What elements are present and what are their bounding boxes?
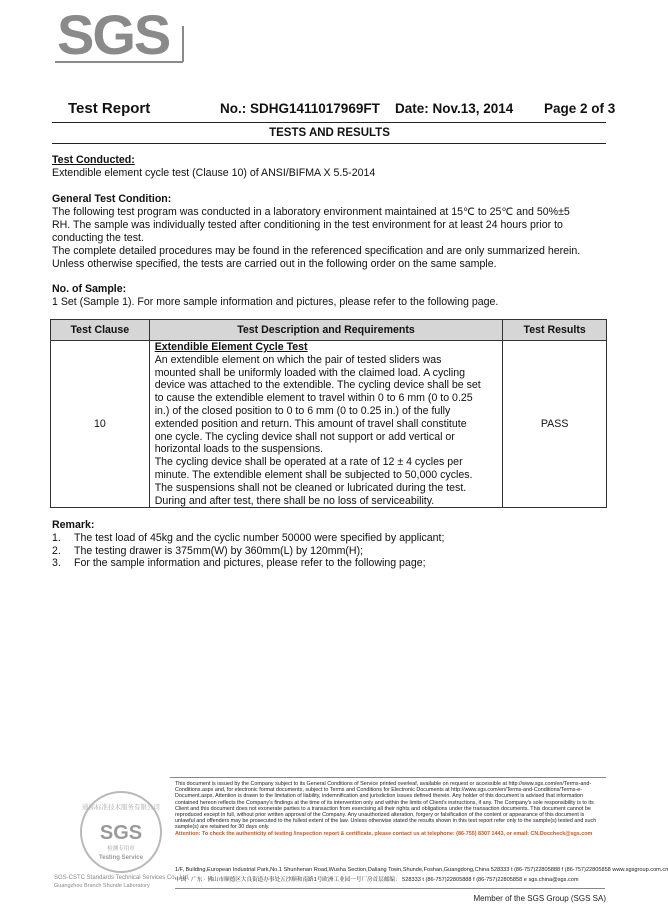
svg-text:SGS-CSTC Standards Technical S: SGS-CSTC Standards Technical Services Co., Ltd. bbox=[54, 875, 190, 881]
general-condition-line: RH. The sample was individually tested after conditioning in the test environment for at least 24 hours prior to bbox=[52, 219, 563, 231]
description-line: to cause the extendible element to travel within 0 to 6 mm (0 to 0.25 bbox=[154, 392, 473, 405]
description-line: one cycle. The cycling device shall not support or add vertical or bbox=[154, 430, 455, 443]
list-item: 1. The test load of 45kg and the cyclic number 50000 were specified by applicant; bbox=[52, 532, 445, 544]
description-line: During and after test, there shall be no loss of serviceability. bbox=[154, 494, 435, 507]
svg-text:Guangzhou Branch Shunde Labora: Guangzhou Branch Shunde Laboratory bbox=[54, 883, 150, 889]
description-line: An extendible element on which the pair of tested sliders was bbox=[154, 353, 442, 366]
report-header bbox=[52, 100, 616, 121]
section-divider bbox=[52, 143, 606, 144]
table-header-row bbox=[51, 320, 607, 341]
description-line: in.) of the closed position to 0 to 6 mm (0 to 0.25 in.) of the fully bbox=[154, 404, 451, 417]
general-condition-line: Unless otherwise specified, the tests are carried out in the following order on the same sample. bbox=[52, 258, 497, 270]
seal-stamp bbox=[54, 785, 190, 895]
description-line: horizontal loads to the suspensions. bbox=[154, 443, 324, 456]
description-line: The cycling device shall be operated at a rate of 12 ± 4 cycles per bbox=[154, 456, 463, 469]
report-title: Test Report bbox=[68, 100, 151, 117]
header-divider bbox=[52, 122, 606, 123]
footer-divider bbox=[170, 777, 606, 778]
page-number: Page 2 of 3 bbox=[544, 101, 616, 116]
test-conducted-heading: Test Conducted: bbox=[52, 154, 135, 166]
svg-text:SGS: SGS bbox=[57, 3, 170, 66]
address-chinese: 中国 · 广东 · 佛山市顺德区大良街道办事处五沙顺和南路1号欧洲工业园一号厂房首层邮编： 528333 t (86-757)22805888 f (86-757)22805858 e sgs.china@sgs.com bbox=[175, 877, 579, 883]
report-number: No.: SDHG1411017969FT bbox=[220, 101, 380, 116]
remark-heading: Remark: bbox=[52, 519, 95, 531]
general-condition-line: The following test program was conducted in a laboratory environment maintained at 15℃ to 25℃ and 50%±5 bbox=[52, 206, 570, 218]
description-line: The suspensions shall not be cleaned or lubricated during the test. bbox=[154, 481, 467, 494]
col-description: Test Description and Requirements bbox=[149, 320, 503, 341]
general-condition-line: conducting the test. bbox=[52, 232, 144, 244]
list-item: 3. For the sample information and pictures, please refer to the following page; bbox=[52, 557, 426, 570]
description-line: device was attached to the extendible. The cycling device shall be set bbox=[154, 379, 481, 392]
description-cell bbox=[149, 341, 503, 508]
footer-disclaimer: This document is issued by the Company subject to its General Conditions of Service printed overleaf, available on request or accessible at http://www.sgs.com/en/Terms-and-Conditions.aspx and, for electronic format documents, subject to Terms and Conditions for Electronic Documents at http://www.sgs.com/en/Terms-and-Conditions/Terms-e-Document.aspx. Attention is drawn to the limitation of liability, indemnification and jurisdiction issues defined therein. Any holder of this document is advised that information contained hereon reflects the Company's findings at the time of its intervention only and within the limits of Client's instructions, if any. The Company's sole responsibility is to its Client and this document does not exonerate parties to a transaction from exercising all their rights and obligations under the transaction documents. This document cannot be reproduced except in full, without prior written approval of the Company. Any unauthorized alteration, forgery or falsification of the content or appearance of this document is unlawful and offenders may be prosecuted to the fullest extent of the law. Unless otherwise stated the results shown in this test report refer only to the sample(s) tested and such sample(s) are retained for 30 days only. Attention: To check the authenticity of testing /inspection report & certificate, please contact us at telephone: (86-755) 8307 1443, or email: CN.Doccheck@sgs.com bbox=[175, 781, 605, 837]
results-table bbox=[50, 319, 607, 508]
section-title: TESTS AND RESULTS bbox=[269, 127, 390, 139]
svg-text:检测专用章: 检测专用章 bbox=[107, 846, 135, 852]
description-line: extended position and return. This amount of travel shall constitute bbox=[154, 417, 467, 430]
clause-cell: 10 bbox=[51, 341, 150, 508]
svg-text:通标标准技术服务有限公司: 通标标准技术服务有限公司 bbox=[82, 803, 160, 811]
col-results: Test Results bbox=[503, 320, 607, 341]
test-conducted-text: Extendible element cycle test (Clause 10) of ANSI/BIFMA X 5.5-2014 bbox=[52, 167, 376, 179]
result-cell: PASS bbox=[503, 341, 607, 508]
col-test-clause: Test Clause bbox=[51, 320, 150, 341]
description-line: minute. The extendible element shall be subjected to 50,000 cycles. bbox=[154, 468, 473, 481]
table-row bbox=[51, 341, 607, 508]
list-item: 2. The testing drawer is 375mm(W) by 360mm(L) by 120mm(H); bbox=[52, 544, 364, 557]
authenticity-notice: Attention: To check the authenticity of testing /inspection report & certificate, please contact us at telephone: (86-755) 8307 1443, or email: CN.Doccheck@sgs.com bbox=[175, 830, 593, 837]
general-condition-line: The complete detailed procedures may be found in the referenced specification and are only summarized herein. bbox=[52, 245, 581, 257]
general-condition-heading: General Test Condition: bbox=[52, 193, 172, 205]
svg-text:SGS: SGS bbox=[99, 822, 143, 844]
address-english: 1/F, Building,European Industrial Park,No.1 Shunhenan Road,Wusha Section,Daliang Town,Shunde,Foshan,Guangdong,China 528333 t (86-757)22805888 f (86-757)22805858 www.sgsgroup.com.cn bbox=[175, 867, 668, 873]
report-date: Date: Nov.13, 2014 bbox=[395, 101, 514, 116]
sample-heading: No. of Sample: bbox=[52, 283, 127, 295]
description-line: mounted shall be uniformly loaded with the claimed load. A cycling bbox=[154, 366, 466, 379]
remark-list bbox=[52, 532, 608, 570]
svg-text:Testing Service: Testing Service bbox=[99, 855, 143, 861]
sample-text: 1 Set (Sample 1). For more sample information and pictures, please refer to the following page. bbox=[52, 296, 499, 308]
address-divider bbox=[175, 888, 605, 889]
description-title: Extendible Element Cycle Test bbox=[154, 341, 308, 353]
sgs-logo bbox=[55, 3, 185, 66]
member-text: Member of the SGS Group (SGS SA) bbox=[473, 894, 606, 903]
